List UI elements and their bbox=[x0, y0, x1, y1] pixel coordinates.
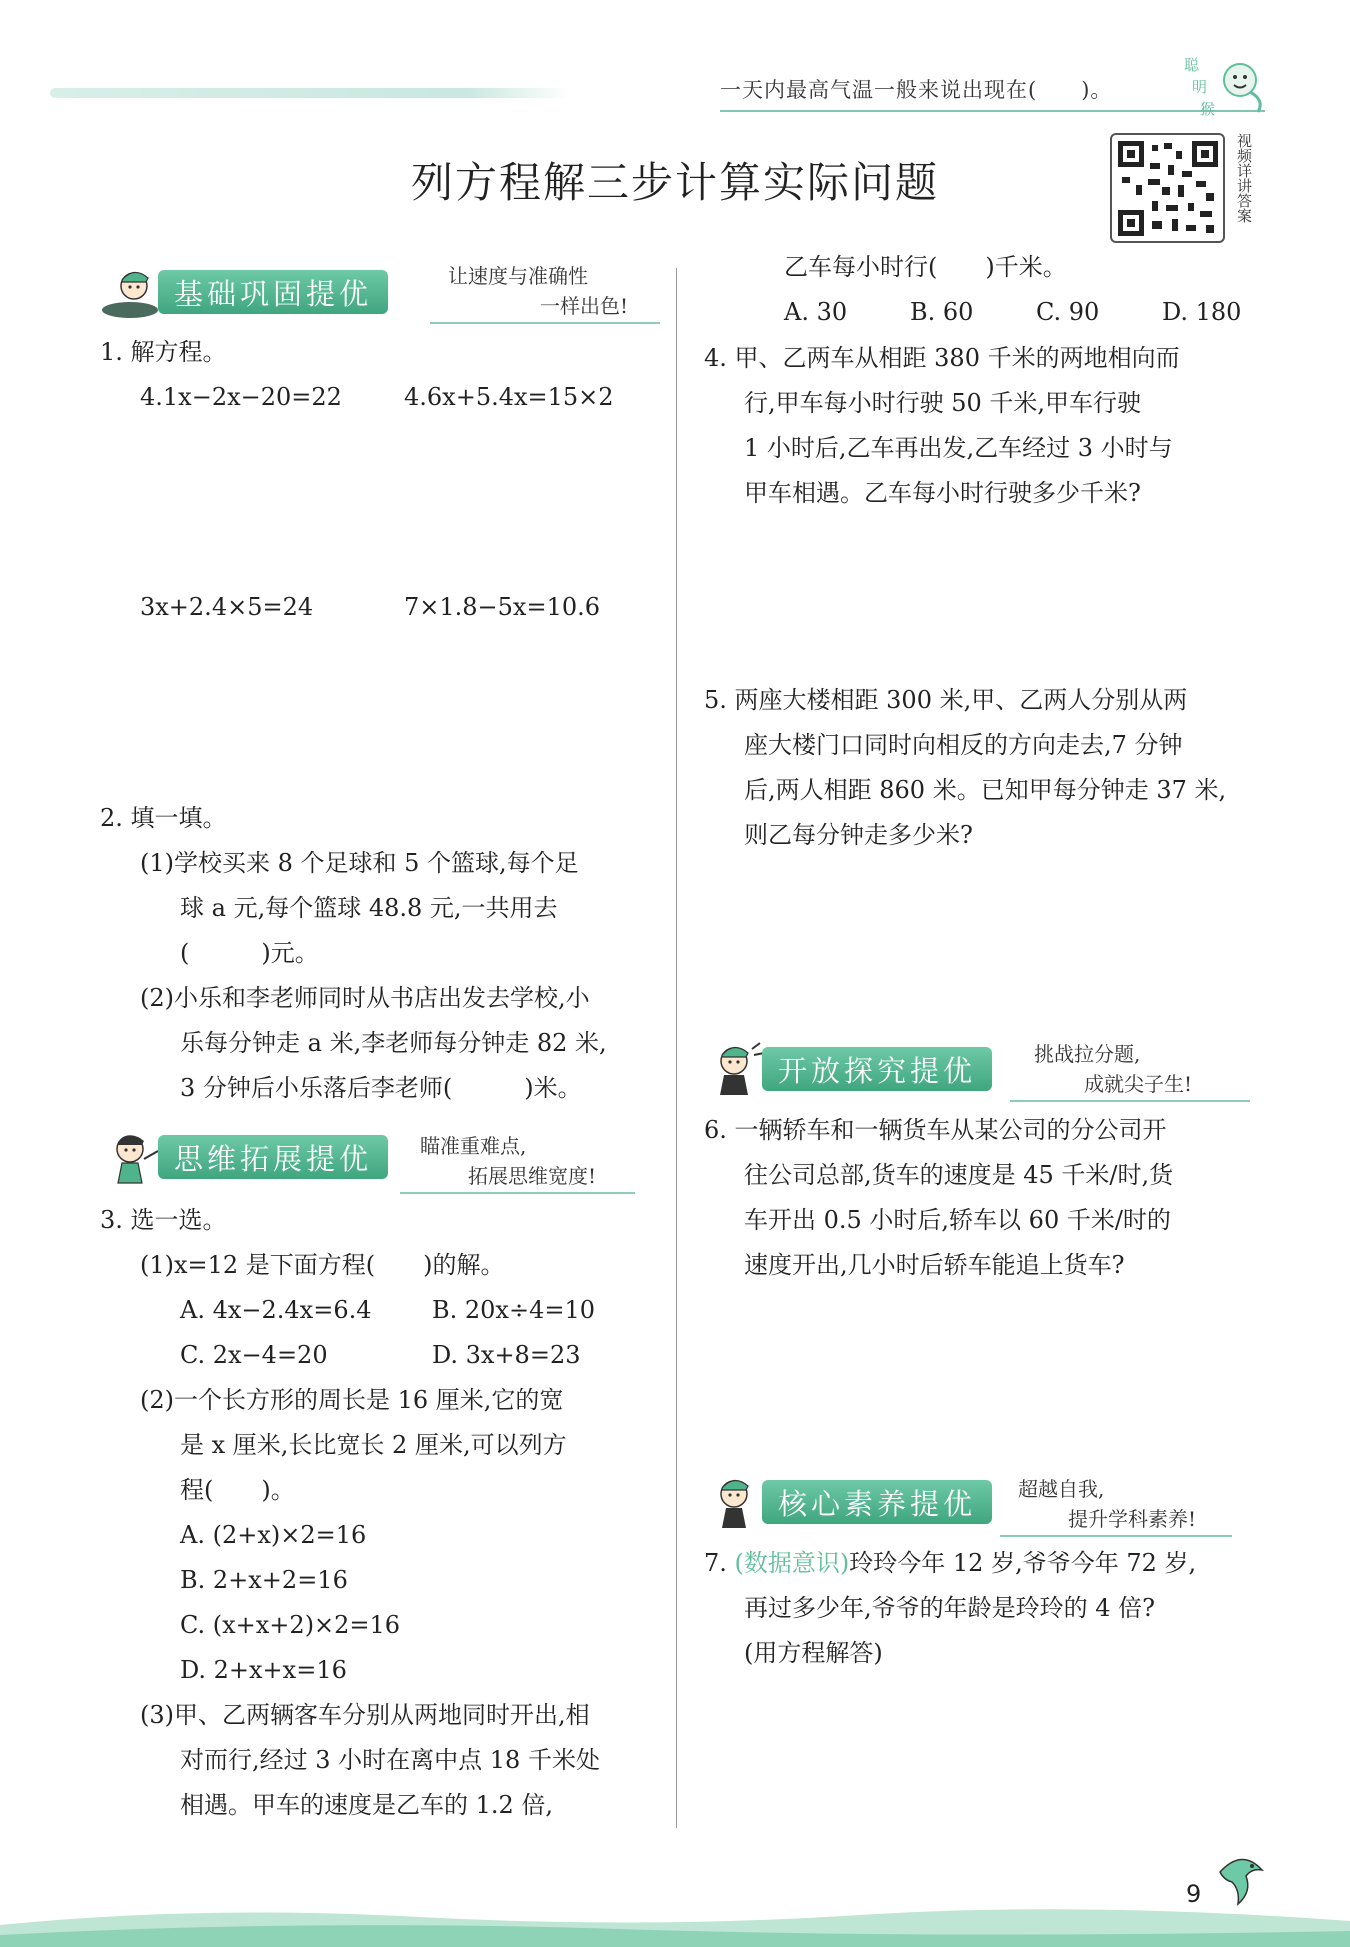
q6-line3: 车开出 0.5 小时后,轿车以 60 千米/时的 bbox=[744, 1206, 1171, 1234]
q3-p2-option-a: A. (2+x)×2=16 bbox=[180, 1521, 367, 1549]
mascot-icon bbox=[100, 1129, 164, 1185]
section-banner-core bbox=[704, 1478, 992, 1526]
q3-p2-line2: 是 x 厘米,长比宽长 2 厘米,可以列方 bbox=[180, 1431, 567, 1459]
q1-head: 1. 解方程。 bbox=[100, 338, 227, 366]
q3-p3-line3: 相遇。甲车的速度是乙车的 1.2 倍, bbox=[180, 1791, 554, 1819]
q3-p2-option-c: C. (x+x+2)×2=16 bbox=[180, 1611, 401, 1639]
q3-p3-line2: 对而行,经过 3 小时在离中点 18 千米处 bbox=[180, 1746, 600, 1774]
q2-p2-line2: 乐每分钟走 a 米,李老师每分钟走 82 米, bbox=[180, 1029, 607, 1057]
q3-p3-line1: (3)甲、乙两辆客车分别从两地同时开出,相 bbox=[140, 1701, 590, 1729]
q3-p2-line3: 程( )。 bbox=[180, 1476, 295, 1504]
q1-eq3: 3x+2.4×5=24 bbox=[140, 593, 314, 621]
q3-p2-option-b: B. 2+x+2=16 bbox=[180, 1566, 348, 1594]
q3-p3-option-d: D. 180 bbox=[1162, 298, 1242, 326]
q1-eq4: 7×1.8−5x=10.6 bbox=[404, 593, 601, 621]
q4-line2: 行,甲车每小时行驶 50 千米,甲车行驶 bbox=[744, 389, 1142, 417]
q3-p1-option-c: C. 2x−4=20 bbox=[180, 1341, 328, 1369]
monkey-logo bbox=[1180, 50, 1270, 120]
q2-p1-line1: (1)学校买来 8 个足球和 5 个篮球,每个足 bbox=[140, 849, 579, 877]
qr-side-label: 视频详讲答案 bbox=[1235, 133, 1253, 223]
column-divider bbox=[676, 268, 677, 1828]
slogan-rule-core bbox=[1000, 1535, 1232, 1537]
mascot-icon bbox=[100, 264, 164, 320]
q7-line2: 再过多少年,爷爷的年龄是玲玲的 4 倍? bbox=[744, 1594, 1156, 1622]
header-decor-band bbox=[50, 88, 570, 98]
section-banner-basic bbox=[100, 268, 388, 316]
q3-p3-option-a: A. 30 bbox=[784, 298, 848, 326]
slogan-basic-1: 让速度与准确性 bbox=[448, 264, 588, 288]
q3-p1-option-d: D. 3x+8=23 bbox=[432, 1341, 581, 1369]
q2-p2-line3: 3 分钟后小乐落后李老师( )米。 bbox=[180, 1074, 582, 1102]
qr-code[interactable] bbox=[1110, 133, 1225, 243]
footer-wave bbox=[0, 1895, 1350, 1947]
mascot-icon bbox=[704, 1474, 768, 1530]
q6-line2: 往公司总部,货车的速度是 45 千米/时,货 bbox=[744, 1161, 1174, 1189]
q3-p3-option-b: B. 60 bbox=[910, 298, 974, 326]
section-banner-thinking bbox=[100, 1133, 388, 1181]
q5-line3: 后,两人相距 860 米。已知甲每分钟走 37 米, bbox=[744, 776, 1227, 804]
section-title-basic: 基础巩固提优 bbox=[158, 270, 388, 314]
q3-head: 3. 选一选。 bbox=[100, 1206, 227, 1234]
q3-p3-line4: 乙车每小时行( )千米。 bbox=[784, 253, 1067, 281]
q7-tag: (数据意识) bbox=[734, 1549, 850, 1577]
q2-p1-line2: 球 a 元,每个篮球 48.8 元,一共用去 bbox=[180, 894, 558, 922]
q2-p2-line1: (2)小乐和李老师同时从书店出发去学校,小 bbox=[140, 984, 590, 1012]
slogan-core-1: 超越自我, bbox=[1018, 1477, 1105, 1501]
section-title-core: 核心素养提优 bbox=[762, 1480, 992, 1524]
q3-p2-line1: (2)一个长方形的周长是 16 厘米,它的宽 bbox=[140, 1386, 564, 1414]
page-number: 9 bbox=[1186, 1880, 1202, 1908]
section-title-open: 开放探究提优 bbox=[762, 1047, 992, 1091]
slogan-core-2: 提升学科素养! bbox=[1068, 1507, 1197, 1531]
q7-number: 7. bbox=[704, 1549, 727, 1577]
q5-line1: 5. 两座大楼相距 300 米,甲、乙两人分别从两 bbox=[704, 686, 1188, 714]
q3-p1-option-b: B. 20x÷4=10 bbox=[432, 1296, 595, 1324]
q7-line1-text: 玲玲今年 12 岁,爷爷今年 72 岁, bbox=[849, 1549, 1197, 1577]
page-title: 列方程解三步计算实际问题 bbox=[410, 158, 939, 207]
slogan-rule-basic bbox=[430, 322, 660, 324]
slogan-thinking-2: 拓展思维宽度! bbox=[468, 1164, 597, 1188]
slogan-rule-thinking bbox=[400, 1192, 635, 1194]
section-title-thinking: 思维拓展提优 bbox=[158, 1135, 388, 1179]
slogan-open-1: 挑战拉分题, bbox=[1034, 1042, 1141, 1066]
q4-line1: 4. 甲、乙两车从相距 380 千米的两地相向而 bbox=[704, 344, 1180, 372]
q6-line4: 速度开出,几小时后轿车能追上货车? bbox=[744, 1251, 1125, 1279]
slogan-rule-open bbox=[1010, 1100, 1250, 1102]
slogan-basic-2: 一样出色! bbox=[540, 294, 629, 318]
slogan-open-2: 成就尖子生! bbox=[1084, 1072, 1193, 1096]
dolphin-icon bbox=[1212, 1852, 1272, 1912]
q1-eq2: 4.6x+5.4x=15×2 bbox=[404, 383, 614, 411]
q2-head: 2. 填一填。 bbox=[100, 804, 227, 832]
q5-line2: 座大楼门口同时向相反的方向走去,7 分钟 bbox=[744, 731, 1183, 759]
svg-text:聪: 聪 bbox=[1184, 56, 1200, 74]
q3-p1-option-a: A. 4x−2.4x=6.4 bbox=[180, 1296, 372, 1324]
q7-line1 bbox=[704, 1541, 1196, 1586]
mascot-icon bbox=[704, 1041, 768, 1097]
q3-p1: (1)x=12 是下面方程( )的解。 bbox=[140, 1251, 505, 1279]
svg-text:明: 明 bbox=[1192, 78, 1208, 96]
svg-text:猴: 猴 bbox=[1200, 100, 1216, 118]
slogan-thinking-1: 瞄准重难点, bbox=[420, 1134, 527, 1158]
q3-p3-option-c: C. 90 bbox=[1036, 298, 1100, 326]
header-hint: 一天内最高气温一般来说出现在( )。 bbox=[720, 78, 1113, 102]
q4-line3: 1 小时后,乙车再出发,乙车经过 3 小时与 bbox=[744, 434, 1173, 462]
q1-eq1: 4.1x−2x−20=22 bbox=[140, 383, 342, 411]
q6-line1: 6. 一辆轿车和一辆货车从某公司的分公司开 bbox=[704, 1116, 1167, 1144]
q7-line3: (用方程解答) bbox=[744, 1639, 883, 1667]
q3-p2-option-d: D. 2+x+x=16 bbox=[180, 1656, 347, 1684]
q5-line4: 则乙每分钟走多少米? bbox=[744, 821, 973, 849]
q4-line4: 甲车相遇。乙车每小时行驶多少千米? bbox=[744, 479, 1141, 507]
section-banner-open bbox=[704, 1045, 992, 1093]
q2-p1-line3: ( )元。 bbox=[180, 939, 319, 967]
